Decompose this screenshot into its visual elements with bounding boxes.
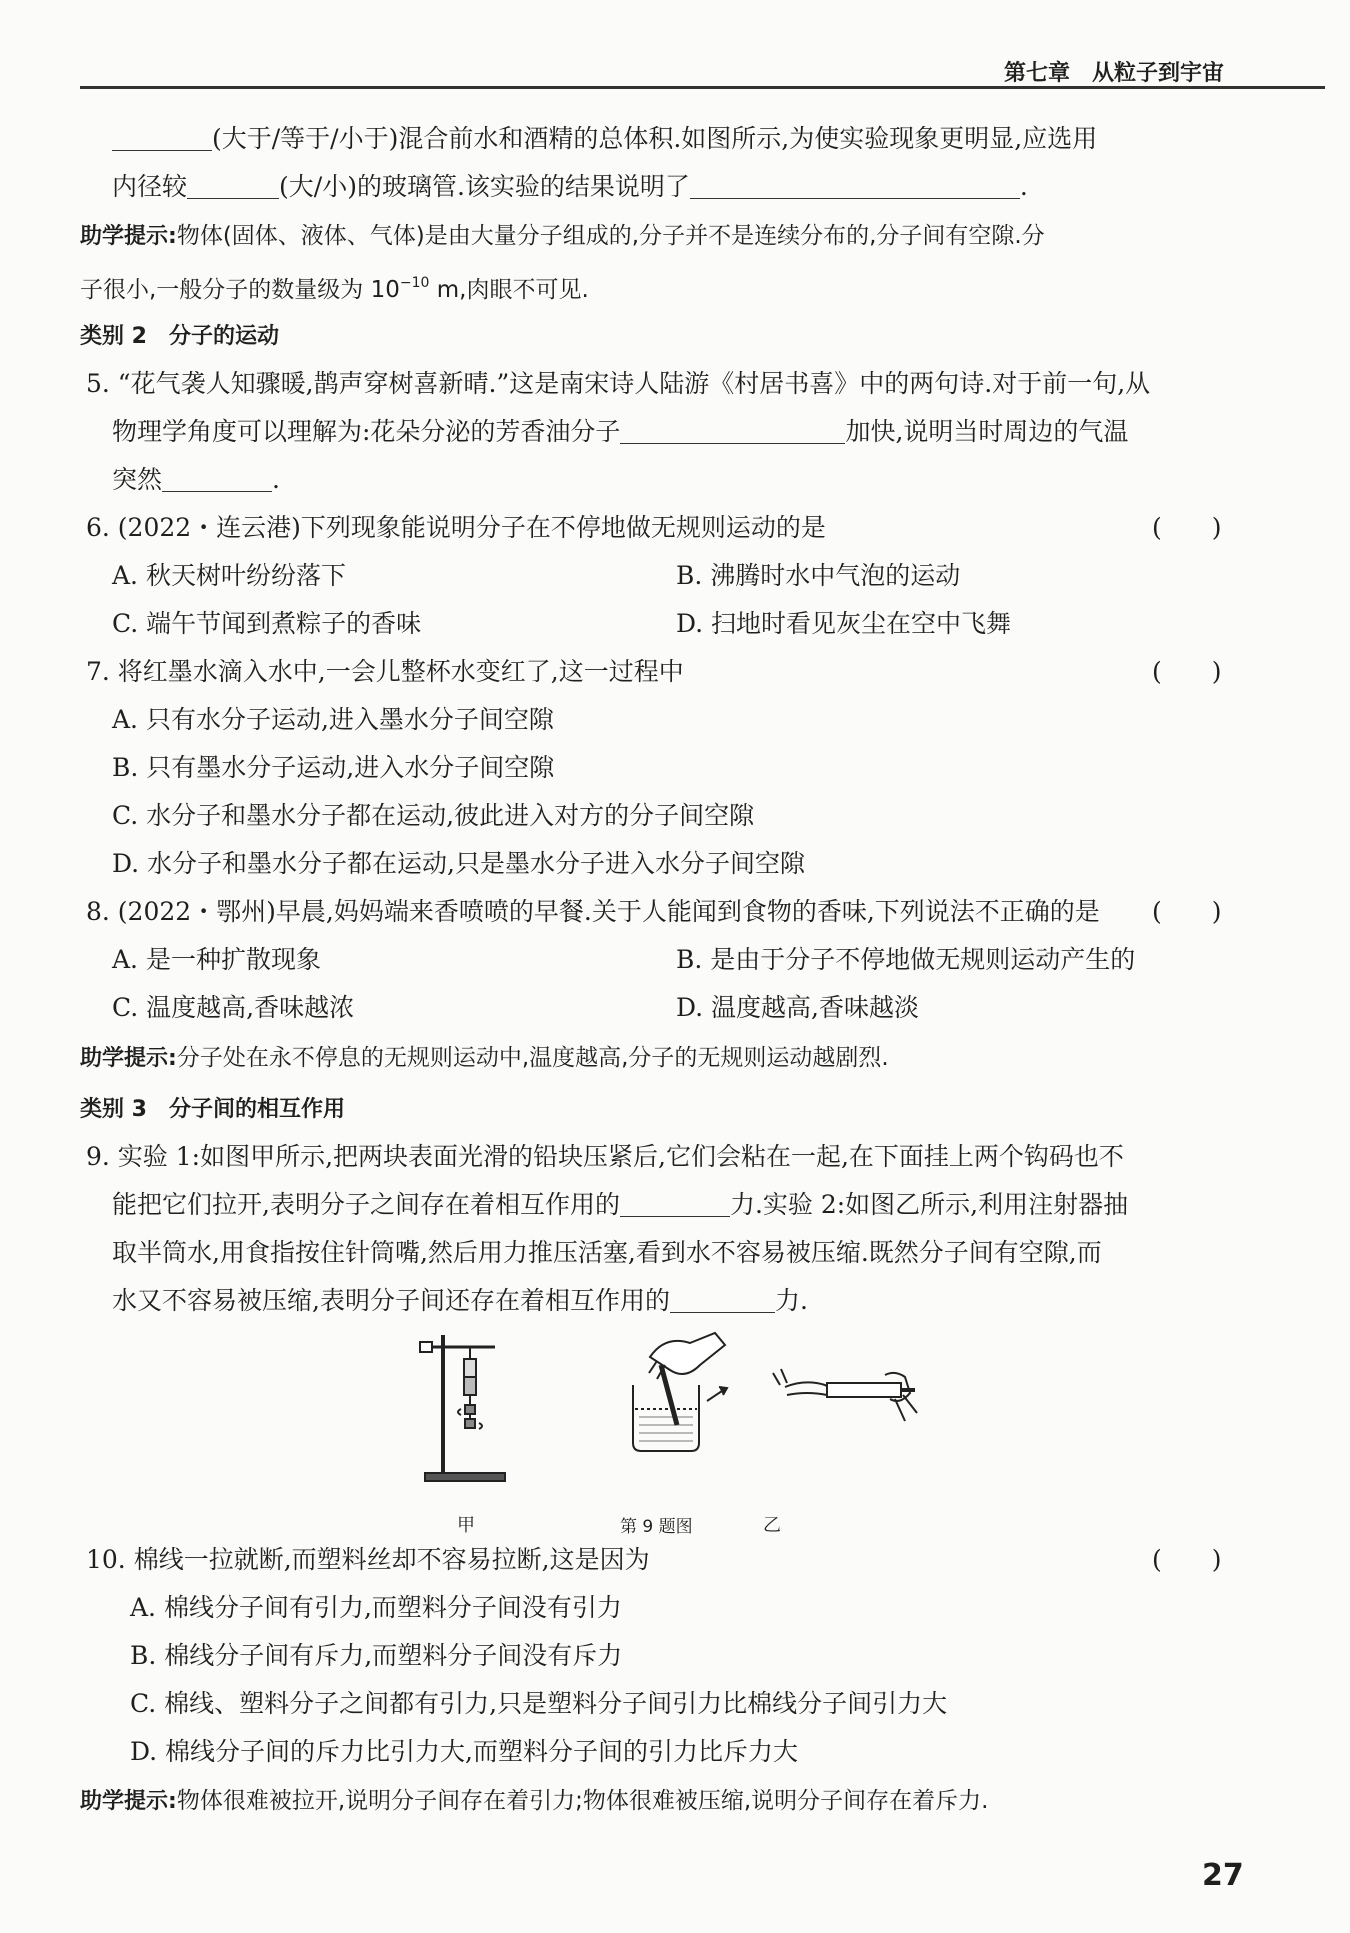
q5-line-3-start: 突然 (112, 465, 163, 494)
q10-option-d: D. 棉线分子间的斥力比引力大,而塑料分子间的引力比斥力大 (130, 1737, 798, 1766)
q6-option-c: C. 端午节闻到煮粽子的香味 (112, 609, 422, 638)
q5-line-2 (112, 413, 1128, 451)
q10-option-a: A. 棉线分子间有引力,而塑料分子间没有引力 (130, 1593, 622, 1622)
q5-line-2-end: 加快,说明当时周边的气温 (845, 417, 1129, 446)
q7-answer-bracket[interactable]: ( ) (1152, 657, 1222, 686)
tip3-line (80, 1781, 989, 1819)
q5-line-2-start: 物理学角度可以理解为:花朵分泌的芳香油分子 (112, 417, 621, 446)
q6-option-d: D. 扫地时看见灰尘在空中飞舞 (676, 609, 1012, 638)
figure-yi-syringe-compression (773, 1369, 917, 1421)
q5-blank-1[interactable] (620, 417, 845, 444)
q9-line-4-end: 力. (774, 1286, 808, 1315)
q6-answer-bracket[interactable]: ( ) (1152, 513, 1222, 542)
q4-line-1 (112, 120, 1097, 158)
tip1-label: 助学提示: (80, 224, 177, 249)
q4-blank-2[interactable] (187, 172, 279, 199)
q9-line-2 (112, 1186, 1128, 1224)
tip2-line (80, 1038, 889, 1076)
q4-line-1-text: (大于/等于/小于)混合前水和酒精的总体积.如图所示,为使实验现象更明显,应选用 (212, 124, 1098, 153)
q7-stem: 7. 将红墨水滴入水中,一会儿整杯水变红了,这一过程中 (86, 657, 684, 686)
tip3-text: 物体很难被拉开,说明分子间存在着引力;物体很难被压缩,说明分子间存在着斥力. (176, 1788, 989, 1814)
tip1-text-2-start: 子很小,一般分子的数量级为 10 (80, 277, 400, 303)
q4-blank-3[interactable] (690, 172, 1020, 199)
q9-blank-1[interactable] (620, 1190, 730, 1217)
q4-blank-1[interactable] (112, 124, 212, 151)
q10-stem: 10. 棉线一拉就断,而塑料丝却不容易拉断,这是因为 (86, 1545, 650, 1574)
q7-option-d: D. 水分子和墨水分子都在运动,只是墨水分子进入水分子间空隙 (112, 849, 805, 878)
q5-blank-2[interactable] (162, 465, 272, 492)
tip1-line-1 (80, 216, 1045, 254)
chapter-header: 第七章 从粒子到宇宙 (1004, 61, 1225, 86)
tip1-text-1: 物体(固体、液体、气体)是由大量分子组成的,分子并不是连续分布的,分子间有空隙.分 (176, 223, 1045, 249)
q6-stem: 6. (2022・连云港)下列现象能说明分子在不停地做无规则运动的是 (86, 513, 826, 542)
q4-line-2-start: 内径较 (112, 172, 188, 201)
q9-blank-2[interactable] (670, 1286, 775, 1313)
q9-line-4-start: 水又不容易被压缩,表明分子间还存在着相互作用的 (112, 1286, 670, 1315)
q4-line-2-end: . (1019, 172, 1028, 201)
q6-option-b: B. 沸腾时水中气泡的运动 (676, 561, 961, 590)
q9-line-3: 取半筒水,用食指按住针筒嘴,然后用力推压活塞,看到水不容易被压缩.既然分子间有空隙,而 (112, 1238, 1102, 1267)
q5-line-1: 5. “花气袭人知骤暖,鹊声穿树喜新晴.”这是南宋诗人陆游《村居书喜》中的两句诗.对于前一句,从 (86, 369, 1151, 398)
figure-yi-beaker-syringe (633, 1333, 727, 1451)
tip1-line-2 (80, 264, 589, 302)
q8-answer-bracket[interactable]: ( ) (1152, 897, 1222, 926)
tip3-label: 助学提示: (80, 1789, 177, 1814)
q10-answer-bracket[interactable]: ( ) (1152, 1545, 1222, 1574)
q7-option-a: A. 只有水分子运动,进入墨水分子间空隙 (112, 705, 554, 734)
q10-option-c: C. 棉线、塑料分子之间都有引力,只是塑料分子间引力比棉线分子间引力大 (130, 1689, 948, 1718)
tip2-text: 分子处在永不停息的无规则运动中,温度越高,分子的无规则运动越剧烈. (176, 1045, 889, 1071)
q4-line-2 (112, 168, 1028, 206)
tip1-text-2-end: m,肉眼不可见. (429, 277, 589, 303)
header-rule (80, 86, 1325, 89)
q4-line-2-mid: (大/小)的玻璃管.该实验的结果说明了 (279, 172, 690, 201)
q9-line-2-start: 能把它们拉开,表明分子之间存在着相互作用的 (112, 1190, 620, 1219)
figure-caption: 第 9 题图 (620, 1517, 693, 1537)
q6-option-a: A. 秋天树叶纷纷落下 (112, 561, 346, 590)
q7-option-c: C. 水分子和墨水分子都在运动,彼此进入对方的分子间空隙 (112, 801, 755, 830)
q9-line-4 (112, 1282, 808, 1320)
page-number: 27 (1202, 1858, 1244, 1893)
q8-option-d: D. 温度越高,香味越淡 (676, 993, 919, 1022)
q8-stem: 8. (2022・鄂州)早晨,妈妈端来香喷喷的早餐.关于人能闻到食物的香味,下列说法不正确的是 (86, 897, 1100, 926)
tip2-label: 助学提示: (80, 1046, 177, 1071)
tip1-exponent: −10 (399, 275, 430, 291)
q10-option-b: B. 棉线分子间有斥力,而塑料分子间没有斥力 (130, 1641, 623, 1670)
q9-line-2-end: 力.实验 2:如图乙所示,利用注射器抽 (729, 1190, 1129, 1219)
q8-option-b: B. 是由于分子不停地做无规则运动产生的 (676, 945, 1136, 974)
q9-line-1: 9. 实验 1:如图甲所示,把两块表面光滑的铅块压紧后,它们会粘在一起,在下面挂上两个钩码也不 (86, 1142, 1124, 1171)
q5-line-3-end: . (272, 465, 280, 494)
category-2-heading: 类别 2 分子的运动 (80, 324, 279, 349)
figure-label-jia: 甲 (457, 1515, 475, 1536)
q5-line-3 (112, 461, 280, 499)
q8-option-c: C. 温度越高,香味越浓 (112, 993, 355, 1022)
category-3-heading: 类别 3 分子间的相互作用 (80, 1097, 345, 1122)
figure-jia-apparatus (420, 1335, 505, 1481)
q8-option-a: A. 是一种扩散现象 (112, 945, 321, 974)
figure-label-yi: 乙 (763, 1515, 781, 1536)
q7-option-b: B. 只有墨水分子运动,进入水分子间空隙 (112, 753, 555, 782)
